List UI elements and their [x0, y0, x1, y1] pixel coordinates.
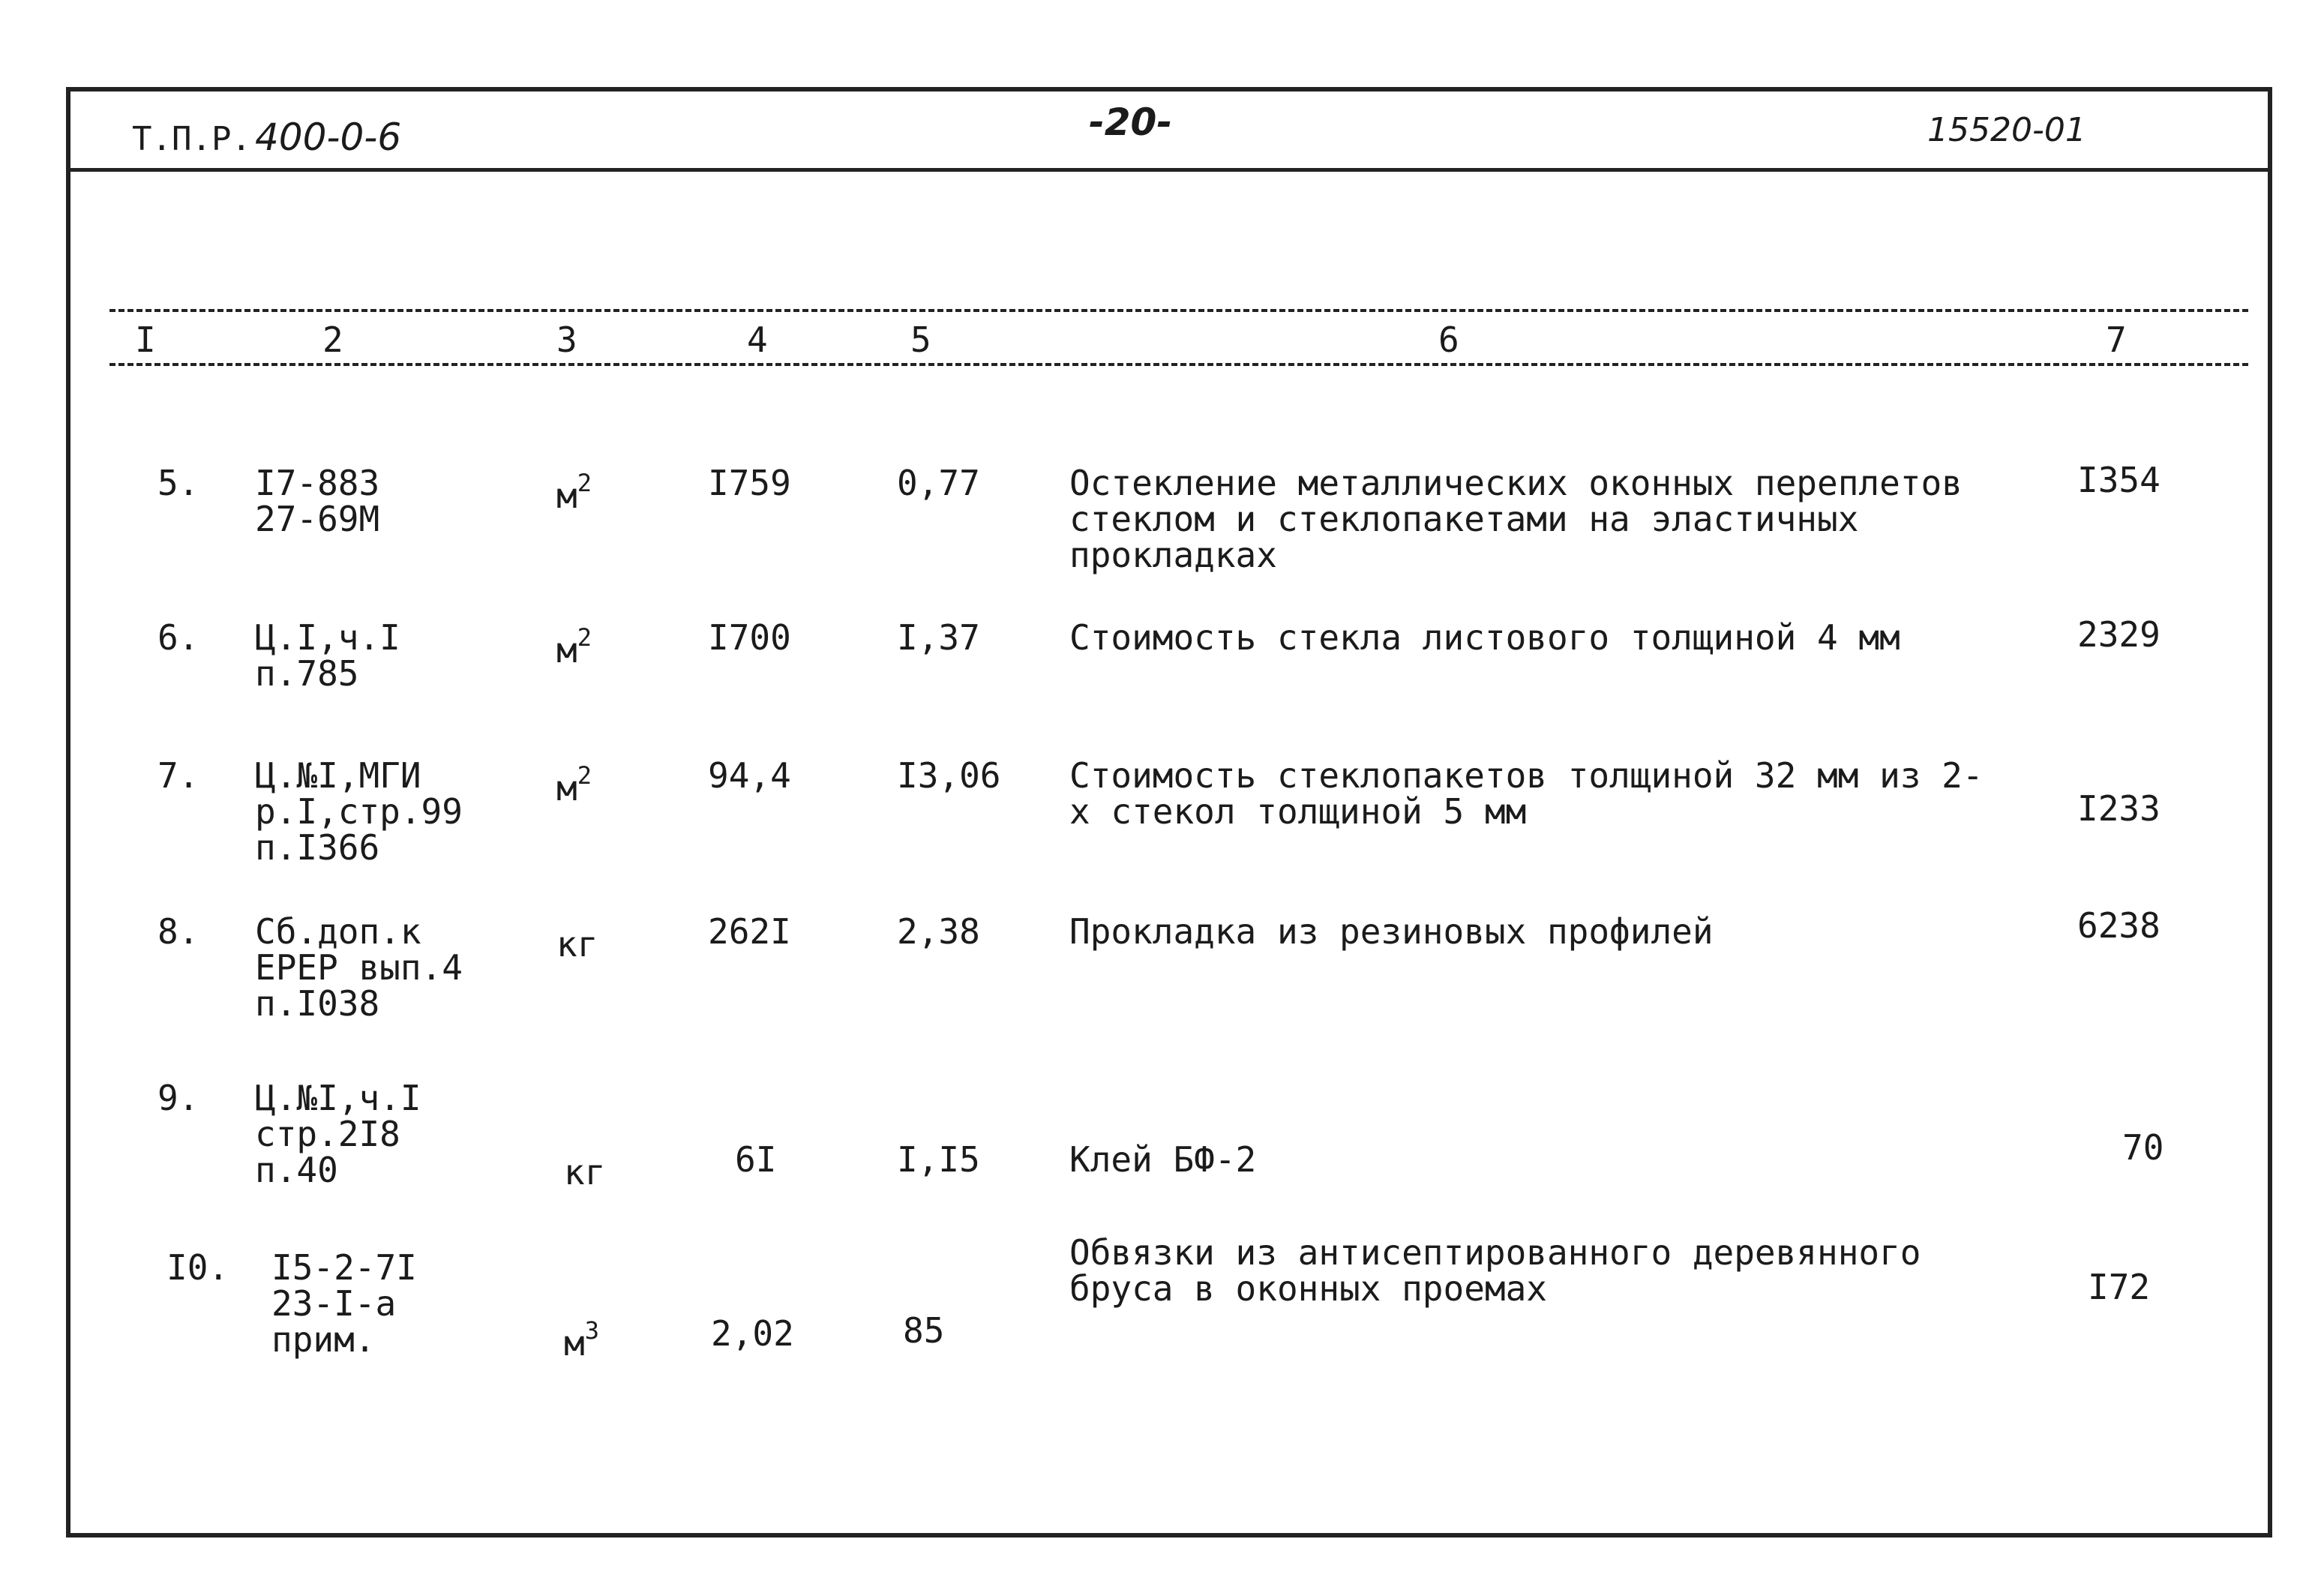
row-unit-price: I,37 — [897, 617, 980, 658]
column-header-rule-top — [109, 309, 2248, 312]
row-unit: $м^2$ — [556, 623, 592, 670]
row-description: Клей БФ-2 — [1069, 1139, 1257, 1180]
document-number: 15520-01 — [1927, 111, 2086, 149]
header-divider — [66, 168, 2272, 172]
row-reference: Сб.доп.к ЕРЕР вып.4 п.I038 — [255, 911, 463, 1024]
row-number: 6. — [157, 617, 199, 658]
row-unit-price: 85 — [903, 1310, 945, 1351]
row-reference: I5-2-7I 23-I-а прим. — [271, 1247, 417, 1360]
row-quantity: I700 — [708, 617, 791, 658]
row-total: 2329 — [2077, 614, 2161, 655]
row-number: 7. — [157, 755, 199, 796]
row-description: Обвязки из антисептированного деревянного бруса в оконных проемах — [1069, 1232, 1921, 1309]
row-number: I0. — [166, 1247, 229, 1288]
row-unit-price: I,I5 — [897, 1139, 980, 1180]
row-number: 9. — [157, 1078, 199, 1118]
row-unit: $м^2$ — [556, 469, 592, 516]
column-number-4: 4 — [747, 320, 768, 360]
column-number-7: 7 — [2106, 320, 2127, 360]
row-total: 70 — [2122, 1127, 2164, 1168]
row-unit-price: 2,38 — [897, 911, 980, 952]
row-unit: $м^2$ — [556, 761, 592, 808]
row-reference: I7-883 27-69M — [255, 463, 380, 539]
row-unit: кг — [556, 924, 598, 964]
row-unit: $м^3$ — [564, 1316, 599, 1364]
row-total: I233 — [2077, 788, 2161, 829]
project-code-label: Т.П.Р. — [132, 120, 251, 158]
row-quantity: 2,02 — [711, 1313, 794, 1354]
row-total: I72 — [2088, 1267, 2151, 1307]
column-number-6: 6 — [1438, 320, 1459, 360]
column-number-1: I — [135, 320, 156, 360]
project-reference: 400-0-6 — [255, 116, 402, 159]
page-number: -20- — [1089, 100, 1173, 144]
row-quantity: 94,4 — [708, 755, 791, 796]
row-quantity: I759 — [708, 463, 791, 503]
row-unit-price: 0,77 — [897, 463, 980, 503]
column-number-5: 5 — [910, 320, 931, 360]
row-total: 6238 — [2077, 905, 2161, 946]
column-number-3: 3 — [556, 320, 577, 360]
column-header-rule-bottom — [109, 363, 2248, 366]
row-reference: Ц.№I,ч.I стр.2I8 п.40 — [255, 1078, 421, 1190]
row-unit: кг — [564, 1152, 606, 1192]
row-number: 8. — [157, 911, 199, 952]
row-description: Остекление металлических оконных переплетов стеклом и стеклопакетами на эластичных прокладках — [1069, 463, 1963, 575]
column-number-2: 2 — [322, 320, 343, 360]
row-number: 5. — [157, 463, 199, 503]
row-description: Стоимость стеклопакетов толщиной 32 мм из 2-х стекол толщиной 5 мм — [1069, 755, 1984, 832]
row-quantity: 6I — [735, 1139, 777, 1180]
row-reference: Ц.I,ч.I п.785 — [255, 617, 400, 694]
row-description: Стоимость стекла листового толщиной 4 мм — [1069, 617, 1900, 658]
row-reference: Ц.№I,МГИ р.I,стр.99 п.I366 — [255, 755, 463, 868]
row-total: I354 — [2077, 460, 2161, 500]
row-unit-price: I3,06 — [897, 755, 1001, 796]
row-description: Прокладка из резиновых профилей — [1069, 911, 1714, 952]
row-quantity: 262I — [708, 911, 791, 952]
